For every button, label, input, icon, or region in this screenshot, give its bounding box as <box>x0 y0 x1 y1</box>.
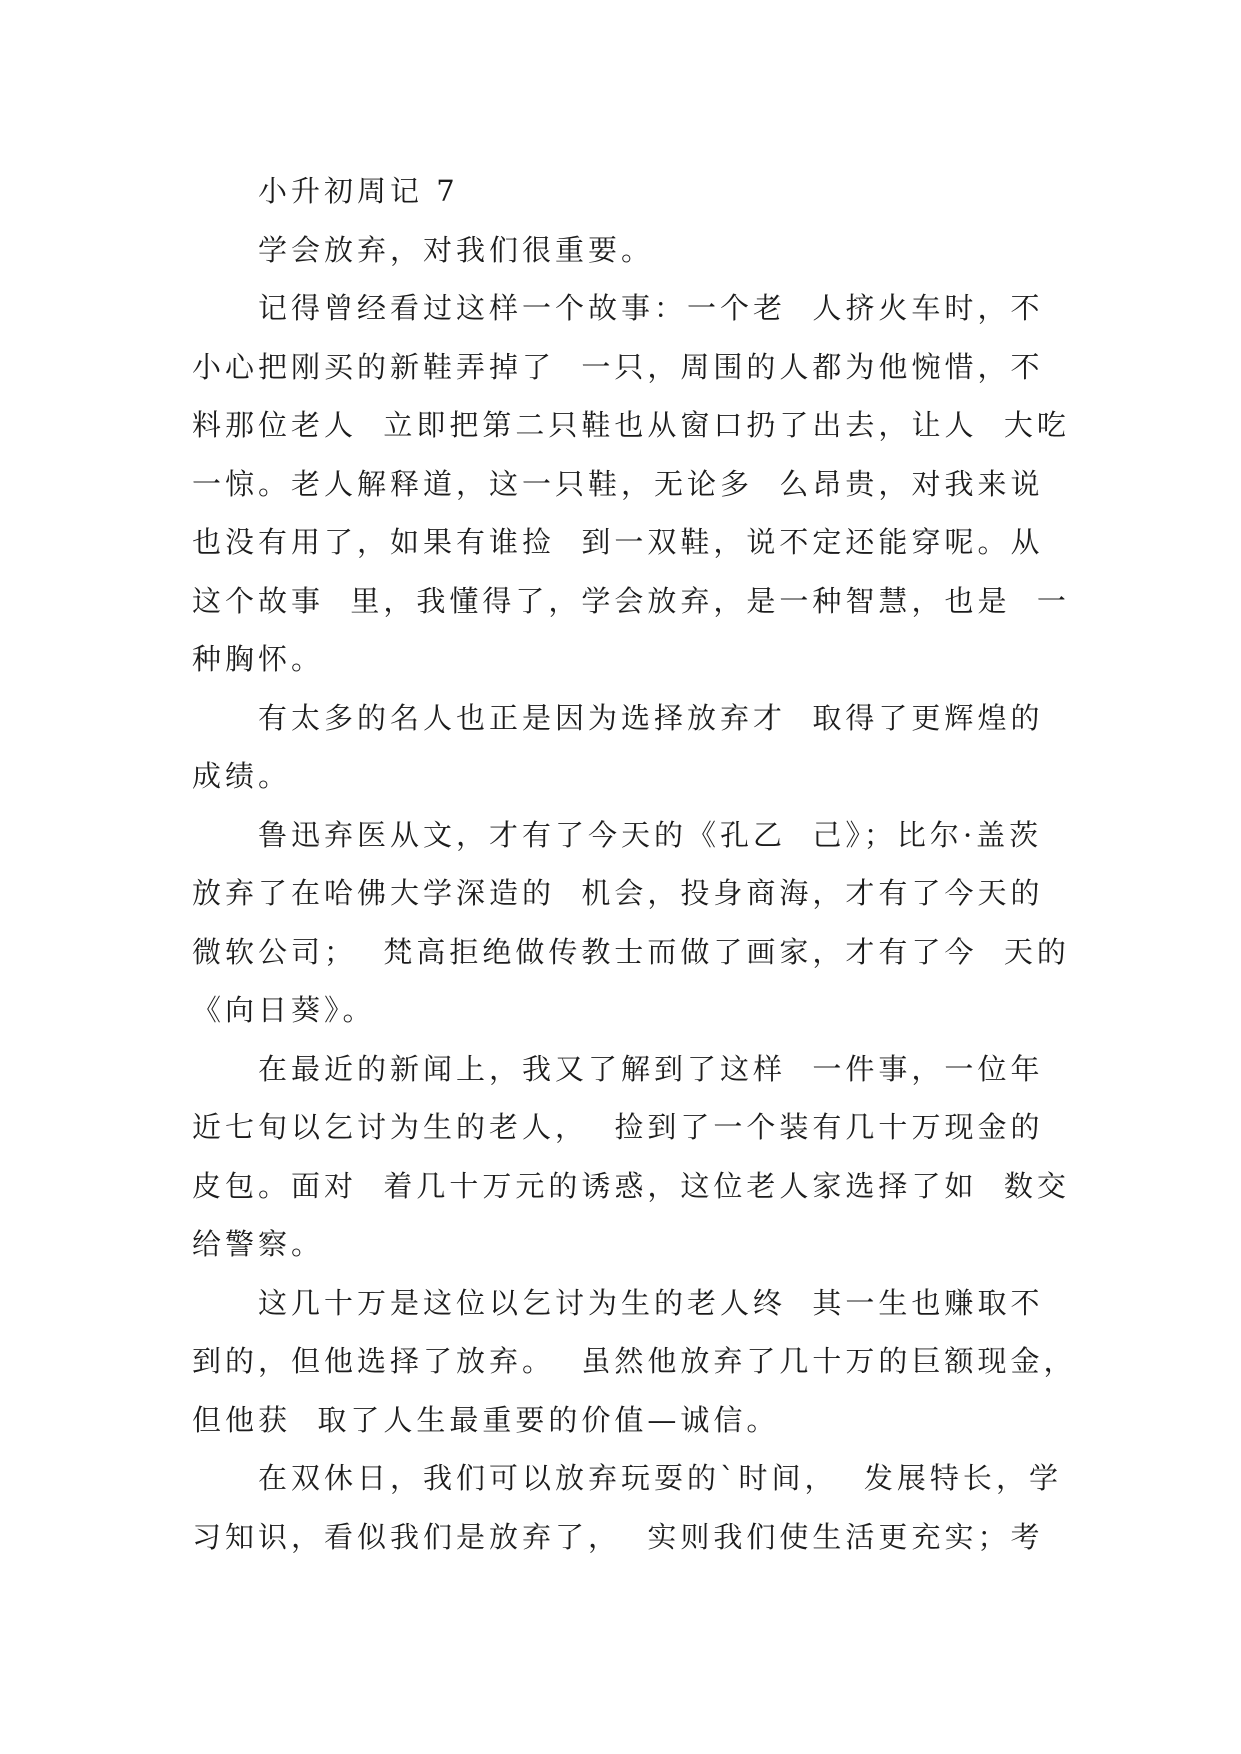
text-line: 也没有用了，如果有谁捡 到一双鞋，说不定还能穿呢。从 <box>192 525 1044 559</box>
text-line: 习知识，看似我们是放弃了， 实则我们使生活更充实；考 <box>192 1519 1044 1554</box>
text-line: 种胸怀。 <box>192 642 325 676</box>
text-line: 在最近的新闻上，我又了解到了这样 一件事，一位年 <box>258 1051 1044 1086</box>
text-line: 学会放弃，对我们很重要。 <box>258 232 655 267</box>
text-line: 但他获 取了人生最重要的价值—诚信。 <box>192 1402 780 1437</box>
text-line: 近七旬以乞讨为生的老人， 捡到了一个装有几十万现金的 <box>192 1110 1044 1144</box>
text-line: 放弃了在哈佛大学深造的 机会，投身商海，才有了今天的 <box>192 876 1044 910</box>
text-line: 这几十万是这位以乞讨为生的老人终 其一生也赚取不 <box>258 1285 1044 1320</box>
text-line: 在双休日，我们可以放弃玩耍的`时间， 发展特长，学 <box>258 1461 1062 1495</box>
text-line: 鲁迅弃医从文，才有了今天的《孔乙 己》；比尔·盖茨 <box>258 817 1043 852</box>
text-line: 记得曾经看过这样一个故事：一个老 人挤火车时，不 <box>258 291 1044 325</box>
paragraph-lines <box>192 221 1077 1567</box>
text-line: 给警察。 <box>192 1227 325 1261</box>
text-line: 这个故事 里，我懂得了，学会放弃，是一种智慧，也是 一 <box>192 583 1070 618</box>
text-line: 有太多的名人也正是因为选择放弃才 取得了更辉煌的 <box>258 700 1044 735</box>
text-line: 到的，但他选择了放弃。 虽然他放弃了几十万的巨额现金， <box>192 1344 1077 1378</box>
text-line: 皮包。面对 着几十万元的诱惑，这位老人家选择了如 数交 <box>192 1168 1070 1203</box>
text-line: 料那位老人 立即把第二只鞋也从窗口扔了出去，让人 大吃 <box>192 408 1070 442</box>
text-line: 小心把刚买的新鞋弄掉了 一只，周围的人都为他惋惜，不 <box>192 349 1044 384</box>
document-body <box>192 162 1077 1566</box>
document-title: 小升初周记 7 <box>258 174 459 208</box>
text-line: 《向日葵》。 <box>192 993 376 1027</box>
text-line: 一惊。老人解释道，这一只鞋，无论多 么昂贵，对我来说 <box>192 466 1044 501</box>
text-line: 成绩。 <box>192 759 292 793</box>
text-line: 微软公司； 梵高拒绝做传教士而做了画家，才有了今 天的 <box>192 934 1070 969</box>
